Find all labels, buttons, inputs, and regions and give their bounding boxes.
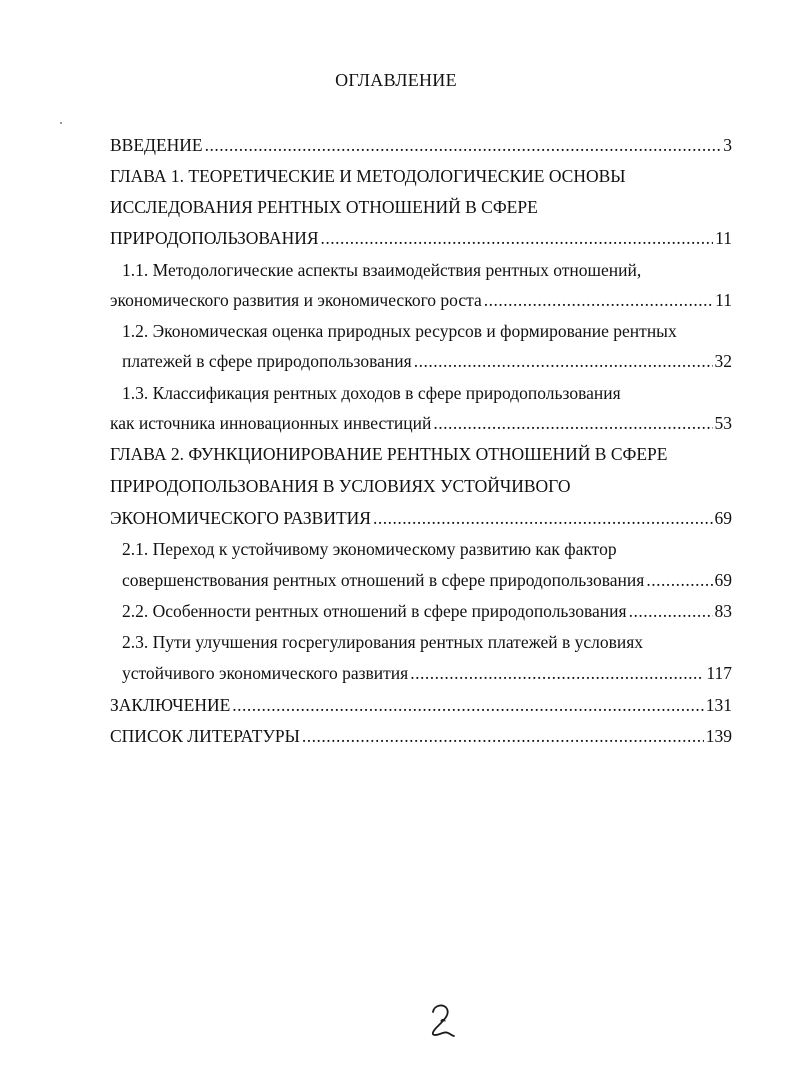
toc-leader — [629, 597, 713, 625]
toc-leader — [410, 659, 704, 687]
toc-page-number: 117 — [706, 663, 732, 683]
page-title: ОГЛАВЛЕНИЕ — [335, 70, 457, 90]
toc-s1-2-line1: 1.2. Экономическая оценка природных ресурсов и формирование рентных — [122, 321, 677, 341]
toc-entry-intro — [110, 131, 732, 159]
toc-label: СПИСОК ЛИТЕРАТУРЫ — [110, 726, 300, 746]
toc-entry-s2-1 — [122, 566, 732, 594]
scan-speck — [60, 122, 62, 124]
toc-label: как источника инновационных инвестиций — [110, 413, 432, 433]
toc-chapter2-line2: ПРИРОДОПОЛЬЗОВАНИЯ В УСЛОВИЯХ УСТОЙЧИВОГО — [110, 476, 571, 496]
toc-entry-s1-1 — [110, 286, 732, 314]
toc-label: экономического развития и экономического роста — [110, 290, 482, 310]
toc-label: ПРИРОДОПОЛЬЗОВАНИЯ — [110, 228, 319, 248]
toc-entry-s1-2 — [122, 347, 732, 375]
toc-leader — [414, 347, 713, 375]
toc-leader — [205, 131, 722, 159]
toc-label: платежей в сфере природопользования — [122, 351, 412, 371]
toc-entry-s1-3 — [110, 409, 732, 437]
toc-entry-s2-3 — [122, 659, 732, 687]
toc-label: ЗАКЛЮЧЕНИЕ — [110, 695, 231, 715]
toc-label: 2.2. Особенности рентных отношений в сфере природопользования — [122, 601, 627, 621]
toc-page-number: 69 — [714, 508, 732, 528]
toc-entry-chapter2 — [110, 504, 732, 532]
toc-page-number: 83 — [714, 601, 732, 621]
toc-page-number: 53 — [714, 413, 732, 433]
toc-leader — [433, 409, 712, 437]
handwritten-page-number — [424, 1000, 464, 1040]
toc-s2-3-line1: 2.3. Пути улучшения госрегулирования рентных платежей в условиях — [122, 632, 644, 652]
toc-page-number: 139 — [705, 726, 732, 746]
toc-page-number: 69 — [714, 570, 732, 590]
toc-s1-1-line1: 1.1. Методологические аспекты взаимодействия рентных отношений, — [122, 260, 642, 280]
toc-entry-references — [110, 722, 732, 750]
toc-leader — [232, 691, 703, 719]
toc-entry-conclusion — [110, 691, 732, 719]
toc-label: совершенствования рентных отношений в сфере природопользования — [122, 570, 645, 590]
toc-chapter1-line2: ИССЛЕДОВАНИЯ РЕНТНЫХ ОТНОШЕНИЙ В СФЕРЕ — [110, 197, 538, 217]
toc-page-number: 3 — [723, 135, 732, 155]
toc-leader — [302, 722, 704, 750]
toc-s1-3-line1: 1.3. Классификация рентных доходов в сфере природопользования — [122, 383, 621, 403]
toc-leader — [373, 504, 713, 532]
toc-s2-1-line1: 2.1. Переход к устойчивому экономическому развитию как фактор — [122, 539, 617, 559]
toc-page-number: 131 — [705, 695, 732, 715]
toc-page-number: 11 — [715, 290, 732, 310]
toc-leader — [484, 286, 713, 314]
toc-label: устойчивого экономического развития — [122, 663, 409, 683]
toc-page-number: 11 — [715, 228, 732, 248]
toc-chapter1-line1: ГЛАВА 1. ТЕОРЕТИЧЕСКИЕ И МЕТОДОЛОГИЧЕСКИЕ ОСНОВЫ — [110, 166, 626, 186]
toc-label: ЭКОНОМИЧЕСКОГО РАЗВИТИЯ — [110, 508, 371, 528]
toc-label: ВВЕДЕНИЕ — [110, 135, 203, 155]
toc-entry-chapter1 — [110, 224, 732, 252]
toc-entry-s2-2 — [122, 597, 732, 625]
toc-page-number: 32 — [714, 351, 732, 371]
toc-leader — [646, 566, 712, 594]
toc-leader — [321, 224, 714, 252]
toc-chapter2-line1: ГЛАВА 2. ФУНКЦИОНИРОВАНИЕ РЕНТНЫХ ОТНОШЕНИЙ В СФЕРЕ — [110, 444, 668, 464]
